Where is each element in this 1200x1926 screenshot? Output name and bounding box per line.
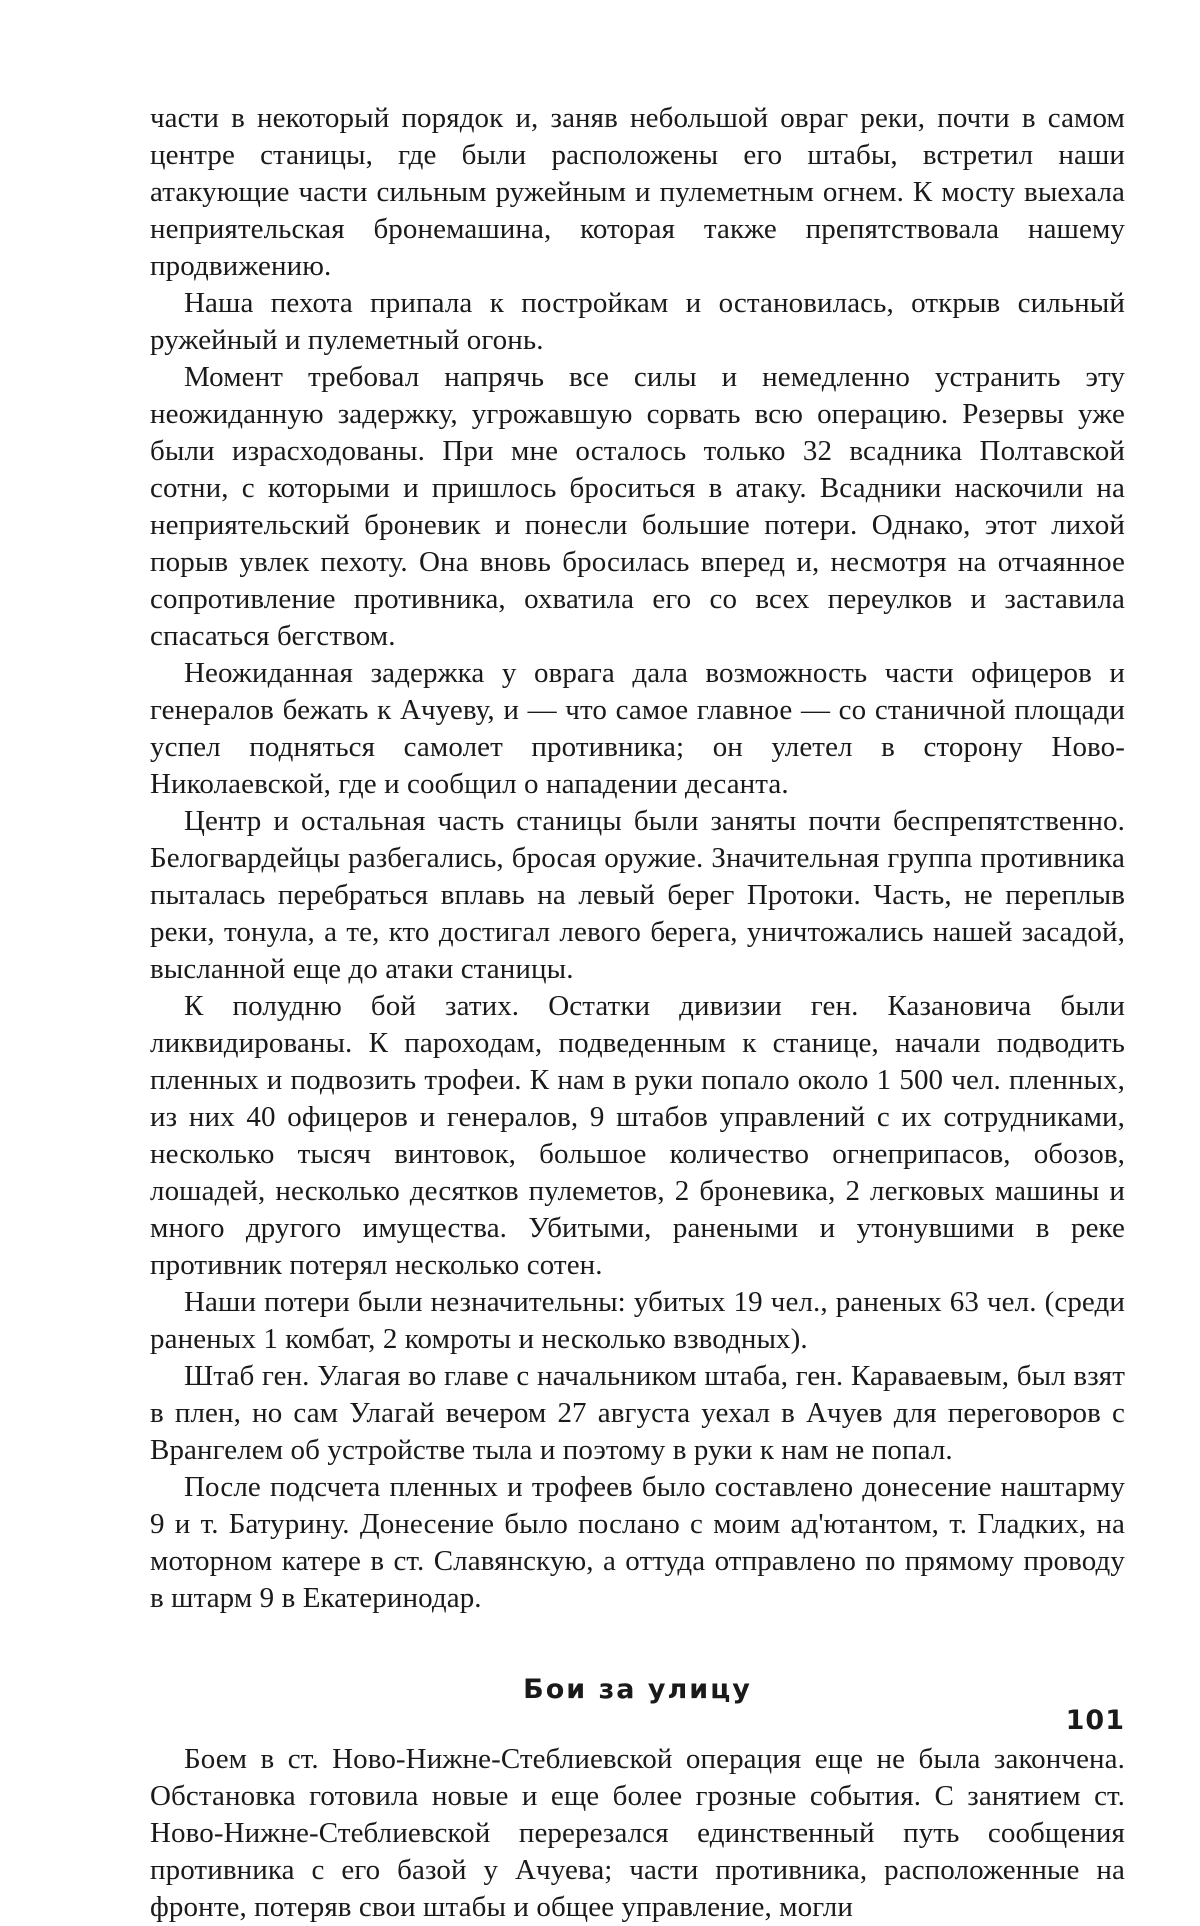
page-number: 101 — [1065, 1705, 1125, 1736]
paragraph: части в некоторый порядок и, заняв небольшой овраг реки, почти в самом центре станицы, где были расположены его штабы, встретил наши атакующие части сильным ружейным и пулеметным огнем. К мосту выехала неприятельская бронемашина, которая также препятствовала нашему продвижению. — [150, 102, 1125, 282]
paragraph: После подсчета пленных и трофеев было составлено донесение наштарму 9 и т. Батурину. Донесение было послано с моим ад'ютантом, т. Гладких, на моторном катере в ст. Славянскую, а оттуда отправлено по прямому проводу в штарм 9 в Екатеринодар. — [150, 1471, 1125, 1614]
document-page — [150, 100, 1125, 1923]
paragraph: Наши потери были незначительны: убитых 19 чел., раненых 63 чел. (среди раненых 1 комбат, 2 комроты и несколько взводных). — [150, 1286, 1125, 1355]
paragraph: Боем в ст. Ново-Нижне-Стеблиевской операция еще не была закончена. Обстановка готовила новые и еще более грозные события. С занятием ст. Ново-Нижне-Стеблиевской перерезался единственный путь сообщения противника с его базой у Ачуева; части противника, расположенные на фронте, потеряв свои штабы и общее управление, могли — [150, 1743, 1125, 1923]
paragraph: Штаб ген. Улагая во главе с начальником штаба, ген. Караваевым, был взят в плен, но сам Улагай вечером 27 августа уехал в Ачуев для переговоров с Врангелем об устройстве тыла и поэтому в руки к нам не попал. — [150, 1360, 1125, 1466]
paragraph: Момент требовал напрячь все силы и немедленно устранить эту неожиданную задержку, угрожавшую сорвать всю операцию. Резервы уже были израсходованы. При мне осталось только 32 всадника Полтавской сотни, с которыми и пришлось броситься в атаку. Всадники наскочили на неприятельский броневик и понесли большие потери. Однако, этот лихой порыв увлек пехоту. Она вновь бросилась вперед и, несмотря на отчаянное сопротивление противника, охватила его со всех переулков и заставила спасаться бегством. — [150, 361, 1125, 652]
section-heading: Бои за улицу — [523, 1674, 752, 1705]
paragraph: К полудню бой затих. Остатки дивизии ген. Казановича были ликвидированы. К пароходам, подведенным к станице, начали подводить пленных и подвозить трофеи. К нам в руки попало около 1 500 чел. пленных, из них 40 офицеров и генералов, 9 штабов управлений с их сотрудниками, несколько тысяч винтовок, большое количество огнеприпасов, обозов, лошадей, несколько десятков пулеметов, 2 броневика, 2 легковых машины и много другого имущества. Убитыми, ранеными и утонувшими в реке противник потерял несколько сотен. — [150, 990, 1125, 1281]
paragraph: Центр и остальная часть станицы были заняты почти беспрепятственно. Белогвардейцы разбегались, бросая оружие. Значительная группа противника пыталась перебраться вплавь на левый берег Протоки. Часть, не переплыв реки, тонула, а те, кто достигал левого берега, уничтожались нашей засадой, высланной еще до атаки станицы. — [150, 805, 1125, 985]
paragraph: Наша пехота припала к постройкам и остановилась, открыв сильный ружейный и пулеметный огонь. — [150, 287, 1125, 356]
paragraph: Неожиданная задержка у оврага дала возможность части офицеров и генералов бежать к Ачуеву, и — что самое главное — со станичной площади успел подняться самолет противника; он улетел в сторону Ново-Николаевской, где и сообщил о нападении десанта. — [150, 657, 1125, 800]
